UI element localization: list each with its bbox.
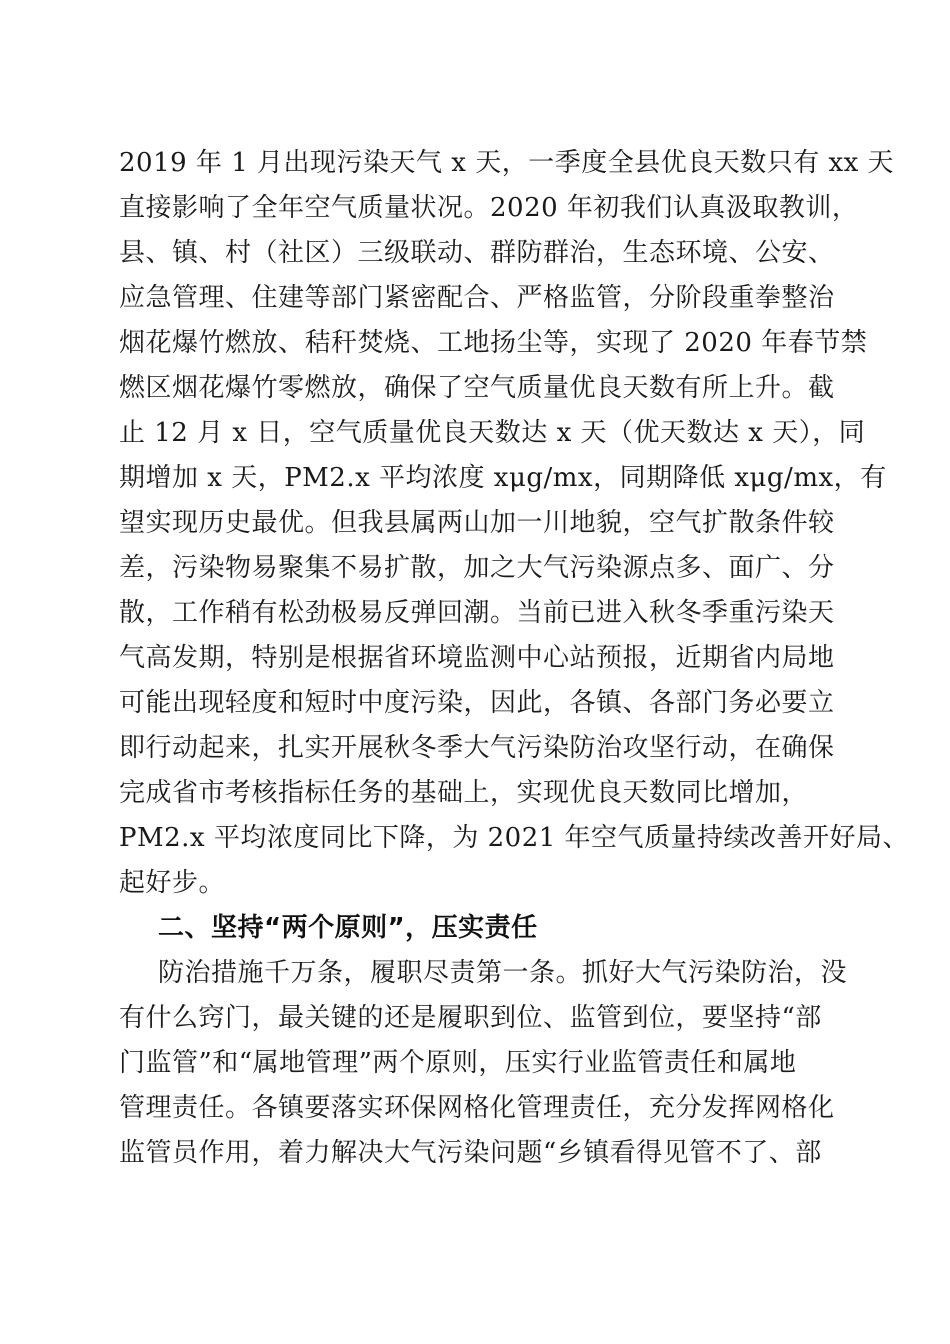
paragraph-1-line-4: 应急管理、住建等部门紧密配合、严格监管，分阶段重拳整治 xyxy=(119,283,835,313)
paragraph-2-line-1: 防治措施千万条，履职尽责第一条。抓好大气污染防治，没 xyxy=(158,958,848,988)
paragraph-1-line-13: 可能出现轻度和短时中度污染，因此，各镇、各部门务必要立 xyxy=(119,688,835,718)
paragraph-1-line-15: 完成省市考核指标任务的基础上，实现优良天数同比增加， xyxy=(119,778,809,808)
paragraph-1-line-7: 止 12 月 x 日，空气质量优良天数达 x 天（优天数达 x 天），同 xyxy=(119,418,866,448)
paragraph-2-line-3: 门监管”和“属地管理”两个原则，压实行业监管责任和属地 xyxy=(119,1048,797,1078)
paragraph-1-line-9: 望实现历史最优。但我县属两山加一川地貌，空气扩散条件较 xyxy=(119,508,835,538)
paragraph-1-line-5: 烟花爆竹燃放、秸秆焚烧、工地扬尘等，实现了 2020 年春节禁 xyxy=(119,328,868,358)
paragraph-2-line-4: 管理责任。各镇要落实环保网格化管理责任，充分发挥网格化 xyxy=(119,1093,835,1123)
paragraph-1-line-2: 直接影响了全年空气质量状况。2020 年初我们认真汲取教训， xyxy=(119,193,859,223)
paragraph-1-line-12: 气高发期，特别是根据省环境监测中心站预报，近期省内局地 xyxy=(119,643,835,673)
paragraph-1-line-8: 期增加 x 天，PM2.x 平均浓度 xμg/mx，同期降低 xμg/mx，有 xyxy=(119,463,887,493)
paragraph-2-line-2: 有什么窍门，最关键的还是履职到位、监管到位，要坚持“部 xyxy=(119,1003,822,1033)
paragraph-1-line-17: 起好步。 xyxy=(119,868,226,898)
paragraph-1-line-1: 2019 年 1 月出现污染天气 x 天，一季度全县优良天数只有 xx 天 xyxy=(119,148,895,178)
paragraph-2-line-5: 监管员作用，着力解决大气污染问题“乡镇看得见管不了、部 xyxy=(119,1138,822,1168)
paragraph-1-line-6: 燃区烟花爆竹零燃放，确保了空气质量优良天数有所上升。截 xyxy=(119,373,835,403)
section-heading: 二、坚持“两个原则”，压实责任 xyxy=(158,913,538,943)
paragraph-1-line-3: 县、镇、村（社区）三级联动、群防群治，生态环境、公安、 xyxy=(119,238,835,268)
paragraph-1-line-14: 即行动起来，扎实开展秋冬季大气污染防治攻坚行动，在确保 xyxy=(119,733,835,763)
paragraph-1-line-11: 散，工作稍有松劲极易反弹回潮。当前已进入秋冬季重污染天 xyxy=(119,598,835,628)
paragraph-1-line-16: PM2.x 平均浓度同比下降，为 2021 年空气质量持续改善开好局、 xyxy=(119,823,910,853)
paragraph-1-line-10: 差，污染物易聚集不易扩散，加之大气污染源点多、面广、分 xyxy=(119,553,835,583)
